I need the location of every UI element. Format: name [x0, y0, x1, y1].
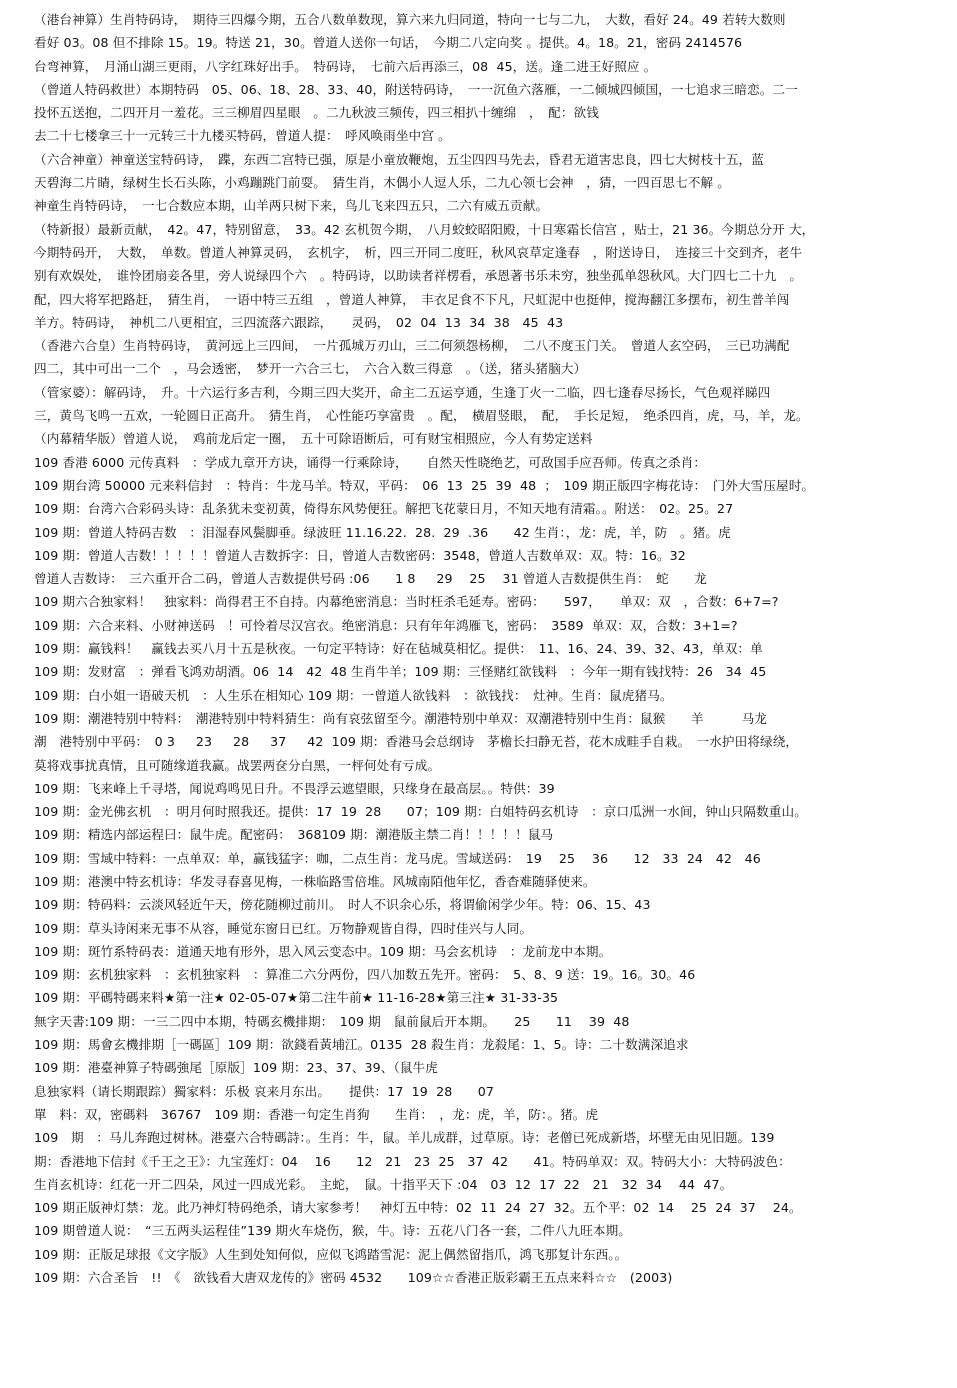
text-line: 息独家料（请长期跟踪）獨家料：乐极 哀来月东出。 提供：17 19 28 07 [34, 1083, 494, 1099]
text-line: 109 期：雪域中特料：一点单双：单，赢钱猛字：咖，二点生肖：龙马虎。雪域送码： 19 25 36 12 33 24 42 46 [34, 850, 761, 866]
text-line: 109 期：平碼特碼来料★第一注★ 02-05-07★第二注牛前★ 11-16-28★第三注★ 31-33-35 [34, 990, 559, 1006]
text-line: 109 期：白小姐一语破天机 ：人生乐在相知心 109 期：一曾道人欲钱料 ：欲钱找： 灶神。生肖：鼠虎猪马。 [34, 687, 673, 703]
text-line: 109 期曾道人说： “三五两头运程佳”139 期火车烧伤，猴，牛。诗：五花八门各一套，二件八九旺本期。 [34, 1223, 631, 1239]
text-line: （香港六合皇）生肖特码诗， 黄河远上三四间， 一片孤城万刃山，三二何须怨杨柳， 二八不度玉门关。 曾道人玄空码， 三已功满配 [34, 338, 790, 354]
text-line: （曾道人特码救世）本期特码 05、06、18、28、33、40，附送特码诗， 一一沉鱼六落雁，一二倾城四倾国，一七追求三暗恋。二一 [34, 81, 798, 97]
text-line: 109 期：正版足球报《文字版》人生到处知何似，应似飞鸿踏雪泥：泥上偶然留指爪，鸿飞那复计东西。。 [34, 1246, 628, 1262]
text-line: 去二十七楼拿三十一元转三十九楼买特码，曾道人提： 呼风唤雨坐中宫 。 [34, 128, 451, 144]
text-line: 109 期：草头诗闲来无事不从容，睡觉东窗日已红。万物静观皆自得，四时佳兴与人同。 [34, 920, 533, 936]
text-line: 無字天書:109 期：一三二四中本期，特碼玄機排期： 109 期 鼠前鼠后开本期。 25 11 39 48 [34, 1013, 630, 1029]
text-line: 109 期台湾 50000 元来料信封 ：特肖：牛龙马羊。特双，平码： 06 13 25 39 48 ； 109 期正版四字梅花诗： 门外大雪压屋时。 [34, 477, 815, 493]
text-line: （内幕精华版）曾道人说， 鸡前龙后定一圈， 五十可除语断后，可有财宝相照应，今人有势定送料 [34, 431, 593, 447]
text-line: 109 期：曾道人特码吉数 ：泪湿春风鬓脚垂。绿波旺 11.16.22. 28. 29 .36 42 生肖：，龙：虎，羊，防 。猪。虎 [34, 524, 731, 540]
text-line: 109 期：精选内部运程曰：鼠牛虎。配密码： 368109 期：潮港版主禁二肖！！！！！鼠马 [34, 827, 554, 843]
text-line: 109 香港 6000 元传真料 ：学成九章开方诀，诵得一行乘除诗， 自然天性晓绝艺，可敌国手应吾师。传真之杀肖： [34, 454, 707, 470]
text-line: 109 期：特码料：云淡风轻近午天，傍花随柳过前川。 时人不识余心乐，将谓偷闲学少年。特：06、15、43 [34, 897, 651, 913]
text-line: 今期特码开， 大数， 单数。曾道人神算灵码， 玄机字， 析，四三开同二度旺，秋风哀草定逢春 ，附送诗日， 连接三十交到齐，老牛 [34, 244, 803, 260]
text-line: 109 期：曾道人吉数！！！！！曾道人吉数拆字：日，曾道人吉数密码：3548，曾道人吉数单双：双。特：16。32 [34, 547, 686, 563]
text-line: 生肖玄机诗：红花一开二四朵，风过一四成光彩。 主蛇， 鼠。十指平天下 :04 03 12 17 22 21 32 34 44 47。 [34, 1176, 733, 1192]
text-line: 台弯神算， 月涌山湖三更雨，八字红珠好出手。 特码诗， 七前六后再添三，08 45，送。逢二进王好照应 。 [34, 58, 657, 74]
text-line: 109 期：潮港特别中特料： 潮港特别中特料猜生：尚有哀弦留至今。潮港特别中单双：双潮港特别中生肖：鼠猴 羊 马龙 [34, 710, 767, 726]
text-line: 109 期：港澳中特玄机诗：华发寻春喜见梅，一株临路雪倍堆。风城南陌他年忆，香杳难随驿使来。 [34, 873, 596, 889]
text-line: （管家婆）：解码诗， 升。十六运行多吉利，今期三四大奖开，命主二五运亨通，生逢丁火一二临，四七逢春尽扬长，气色观祥睇四 [34, 384, 771, 400]
text-line: 投怀五送抱，二四开月一羞花。三三柳眉四星眼 。二九秋波三频传，四三相扒十缠绵 ， 配：欲钱 [34, 105, 599, 121]
text-line: 羊方。特码诗， 神机二八更相宜，三四流落六跟踪， 灵码， 02 04 13 34 38 45 43 [34, 314, 564, 330]
text-line: 看好 03。08 但不排除 15。19。特送 21，30。曾道人送你一句话， 今期二八定向奖 。提供。4。18。21，密码 2414576 [34, 35, 743, 51]
text-line: 神童生肖特码诗， 一七合数应本期，山羊两只树下来，鸟儿飞来四五只，二六有威五贡献。 [34, 198, 549, 214]
text-line: 109 期：发财富 ：弹看飞鸿劝胡酒。06 14 42 48 生肖牛羊；109 期：三怪赌红欲钱料 ：今年一期有钱找特：26 34 45 [34, 664, 767, 680]
text-line: 109 期：馬會玄機排期［一碼區］109 期：欲錢看黃埔江。0135 28 殺生肖：龙殺尾：1、5。诗：二十数满深追求 [34, 1037, 689, 1053]
text-line: 109 期：六合来料、小财神送码 ！可怜着尽汉宫衣。绝密消息：只有年年鸿雁飞，密码： 3589 单双：双，合数：3+1=? [34, 617, 738, 633]
text-line: 配，四大将军把路赶， 猜生肖， 一语中特三五组 ，曾道人神算， 丰衣足食不下凡，尺虹泥中也挺伸，搅海翻江多摆布，初生普羊闯 [34, 291, 790, 307]
text-line: 天碧海二片睛，绿树生长石头陈，小鸡蹦跳门前耍。 猜生肖，木偶小人逗人乐，二九心领七会神 ，猜，一四百思七不解 。 [34, 175, 730, 191]
text-line: （六合神童）神童送宝特码诗， 蹀，东西二宫特已强，原是小童放鞭炮，五尘四四马先去，昏君无道害忠良，四七大树枝十五，蓝 [34, 151, 764, 167]
text-line: 109 期：赢钱料！ 赢钱去买八月十五是秋夜。一句定平特诗：好在毡城莫相忆。提供： 11、16、24、39、32、43，单双：单 [34, 641, 763, 657]
text-line: 109 期：斑竹系特码表：道通天地有形外，思入风云变态中。109 期：马会玄机诗 ：龙前龙中本期。 [34, 943, 612, 959]
text-line: 三，黄鸟飞鸣一五欢，一轮圆日正高升。 猜生肖， 心性能巧享富贵 。配， 横眉竖眼， 配， 手长足短， 绝杀四肖，虎，马，羊，龙。 [34, 408, 809, 424]
text-line: 109 期：玄机独家料 ：玄机独家料 ：算准二六分两份，四八加数五先开。密码： 5、8、9 送：19。16。30。46 [34, 967, 696, 983]
text-line: 109 期：飞来峰上千寻塔，闻说鸡鸣见日升。不畏浮云遮望眼，只缘身在最高层。。特供：39 [34, 780, 555, 796]
text-line: 曾道人吉数诗： 三六重开合二码，曾道人吉数提供号码 :06 1 8 29 25 31 曾道人吉数提供生肖： 蛇 龙 [34, 571, 707, 587]
text-line: 潮 港特别中平码： 0 3 23 28 37 42 109 期：香港马会总纲诗 茅檐长扫静无苔，花木成畦手自栽。 一水护田将绿绕， [34, 734, 799, 750]
text-line: （特新报）最新贡献， 42。47，特别留意， 33。42 玄机贺今期， 八月蛟蛟昭阳殿，十日寒霜长信宫 ，贴士，21 36。今期总分开 大， [34, 221, 815, 237]
text-line: 109 期正版神灯禁：龙。此乃神灯特码绝杀，请大家参考！ 神灯五中特：02 11 24 27 32。五个平：02 14 25 24 37 24。 [34, 1200, 802, 1216]
text-line: （港台神算）生肖特码诗， 期待三四爆今期，五合八数单数现，算六来九归同道，特向一七与二九， 大数，看好 24。49 若转大数则 [34, 12, 786, 27]
text-line: 109 期：金光佛玄机 ：明月何时照我还。提供：17 19 28 07；109 期：白姐特码玄机诗 ：京口瓜洲一水间，钟山只隔数重山。 [34, 804, 807, 820]
text-line: 109 期六合独家料！ 独家料：尚得君王不自持。内幕绝密消息：当时枉杀毛延寿。密码： 597， 单双：双 ，合数：6+7=? [34, 594, 779, 610]
text-line: 别有欢娱处， 谁怜团扇妾各里，旁人说绿四个六 。特码诗，以助读者祥楞看，承恩著书乐未穷，独坐孤单怨秋风。大门四七二十九 。 [34, 268, 803, 284]
text-line: 109 期 ：马儿奔跑过树林。港臺六合特碼詩：。生肖：牛，鼠。羊儿成群，过草原。诗：老僧已死成新塔，坏壁无由见旧题。139 [34, 1130, 775, 1146]
text-line: 109 期：台湾六合彩码头诗：乱条犹未变初黄，倚得东风势便狂。解把飞花蒙日月，不知天地有清霜。。附送： 02。25。27 [34, 501, 734, 517]
text-line: 109 期：港臺神算子特碼強尾［原版］109 期：23、37、39、（鼠牛虎 [34, 1060, 438, 1076]
text-line: 單 料：双，密碼料 36767 109 期：香港一句定生肖狗 生肖： ，龙：虎，羊，防：。猪。虎 [34, 1106, 599, 1122]
text-line: 109 期：六合圣旨 !! 《 欲钱看大唐双龙传的》密码 4532 109☆☆香港正版彩霸王五点来料☆☆ (2003) [34, 1270, 673, 1286]
text-line: 期：香港地下信封《千王之王》：九宝莲灯：04 16 12 21 23 25 37 42 41。特码单双：双。特码大小：大特码波色： [34, 1153, 791, 1169]
text-line: 四二，其中可出一二个 ，马会透密， 梦开一六合三七， 六合入数三得意 。（送，猪头猪脑大） [34, 361, 587, 377]
text-line: 莫将戏事扰真情，且可随缘道我赢。战罢两奁分白黑，一枰何处有亏成。 [34, 757, 441, 773]
